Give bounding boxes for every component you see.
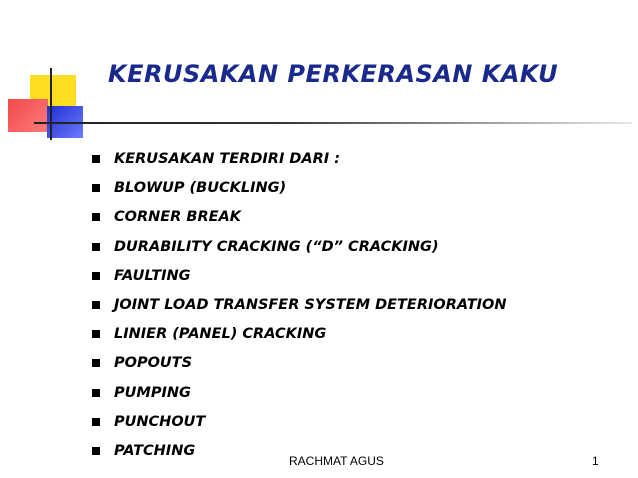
- square-bullet-icon: [92, 184, 100, 192]
- bullet-text: POPOUTS: [114, 355, 193, 372]
- bullet-text: CORNER BREAK: [114, 209, 241, 226]
- square-bullet-icon: [92, 389, 100, 397]
- bullet-text: FAULTING: [114, 267, 191, 284]
- square-bullet-icon: [92, 359, 100, 367]
- square-bullet-icon: [92, 272, 100, 280]
- vertical-rule: [50, 68, 52, 140]
- square-bullet-icon: [92, 213, 100, 221]
- bullet-item: [92, 291, 506, 320]
- bullet-item: [92, 262, 506, 291]
- square-bullet-icon: [92, 155, 100, 163]
- square-bullet-icon: [92, 418, 100, 426]
- bullet-list: [92, 145, 506, 466]
- bullet-text: PUNCHOUT: [114, 413, 206, 430]
- square-bullet-icon: [92, 301, 100, 309]
- bullet-text: LINIER (PANEL) CRACKING: [114, 326, 327, 343]
- page-number: 1: [592, 454, 599, 468]
- bullet-text: JOINT LOAD TRANSFER SYSTEM DETERIORATION: [114, 296, 507, 313]
- bullet-item: [92, 233, 506, 262]
- bullet-text: DURABILITY CRACKING (“D” CRACKING): [114, 238, 439, 255]
- bullet-item: [92, 145, 506, 174]
- bullet-text: PUMPING: [114, 384, 191, 401]
- bullet-text: PATCHING: [114, 442, 196, 459]
- red-square-decoration: [8, 99, 48, 132]
- horizontal-rule: [34, 122, 632, 124]
- bullet-text: KERUSAKAN TERDIRI DARI :: [114, 151, 341, 167]
- bullet-item: [92, 320, 506, 349]
- bullet-item: [92, 408, 506, 437]
- bullet-item: [92, 379, 506, 408]
- square-bullet-icon: [92, 243, 100, 251]
- bullet-item: [92, 203, 506, 232]
- slide-title: KERUSAKAN PERKERASAN KAKU: [108, 60, 559, 88]
- bullet-text: BLOWUP (BUCKLING): [114, 180, 287, 197]
- bullet-item: [92, 349, 506, 378]
- square-bullet-icon: [92, 330, 100, 338]
- square-bullet-icon: [92, 447, 100, 455]
- bullet-item: [92, 174, 506, 203]
- footer-author: RACHMAT AGUS: [289, 454, 384, 468]
